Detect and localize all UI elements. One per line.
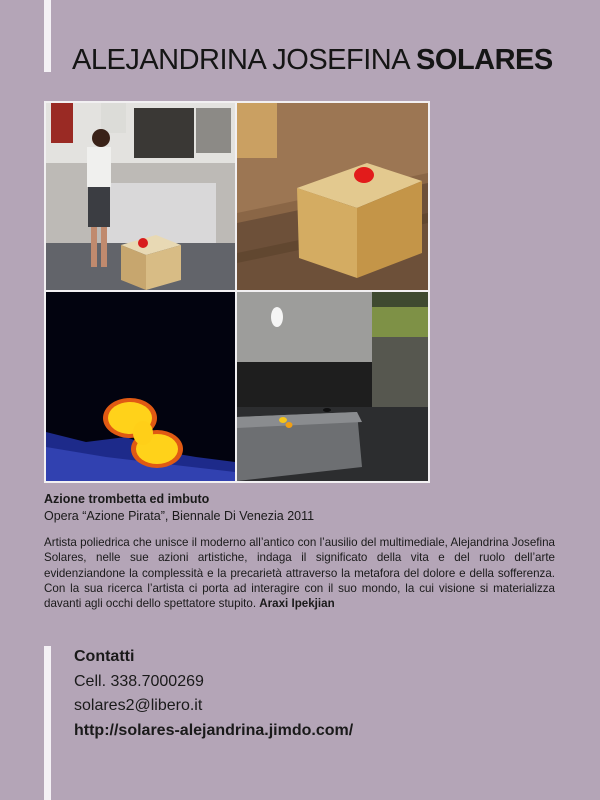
contact-email[interactable]: solares2@libero.it bbox=[74, 697, 203, 714]
artwork-title: Azione trombetta ed imbuto bbox=[44, 492, 210, 506]
photo-yellow-projection-dark bbox=[46, 292, 235, 481]
contact-website-link[interactable]: http://solares-alejandrina.jimdo.com/ bbox=[74, 721, 354, 739]
description-author: Araxi Ipekjian bbox=[259, 597, 335, 611]
contacts-heading: Contatti bbox=[74, 648, 135, 665]
title-name-regular: ALEJANDRINA JOSEFINA bbox=[72, 44, 417, 76]
photo-grid bbox=[44, 101, 430, 483]
artwork-caption bbox=[44, 491, 564, 525]
title-name-bold: SOLARES bbox=[416, 44, 553, 76]
description-text: Artista poliedrica che unisce il moderno all’antico con l’ausilio del multimediale, Alejandrina Josefina Solares, nelle sue azioni artistiche, indaga il significato della vita e del ruolo dell’arte evidenziandone la complessità e la precarietà attraverso la metafora del dolore e della sofferenza. Con la sua ricerca l’artista ci porta ad interagire con il suo mondo, la cui visione si materializza davanti agli occhi dello spettatore stupito. bbox=[44, 536, 555, 611]
accent-bar-bottom bbox=[44, 646, 51, 800]
contact-phone: Cell. 338.7000269 bbox=[74, 672, 204, 690]
photo-visitor-at-installation bbox=[46, 103, 235, 290]
page-title bbox=[72, 40, 592, 80]
contacts-section bbox=[74, 645, 574, 743]
artist-description bbox=[44, 535, 555, 611]
accent-bar-top bbox=[44, 0, 51, 72]
photo-box-under-lit-column bbox=[237, 292, 428, 481]
artwork-subtitle: Opera “Azione Pirata”, Biennale Di Venezia 2011 bbox=[44, 509, 315, 523]
photo-wooden-box-red-object bbox=[237, 103, 428, 290]
